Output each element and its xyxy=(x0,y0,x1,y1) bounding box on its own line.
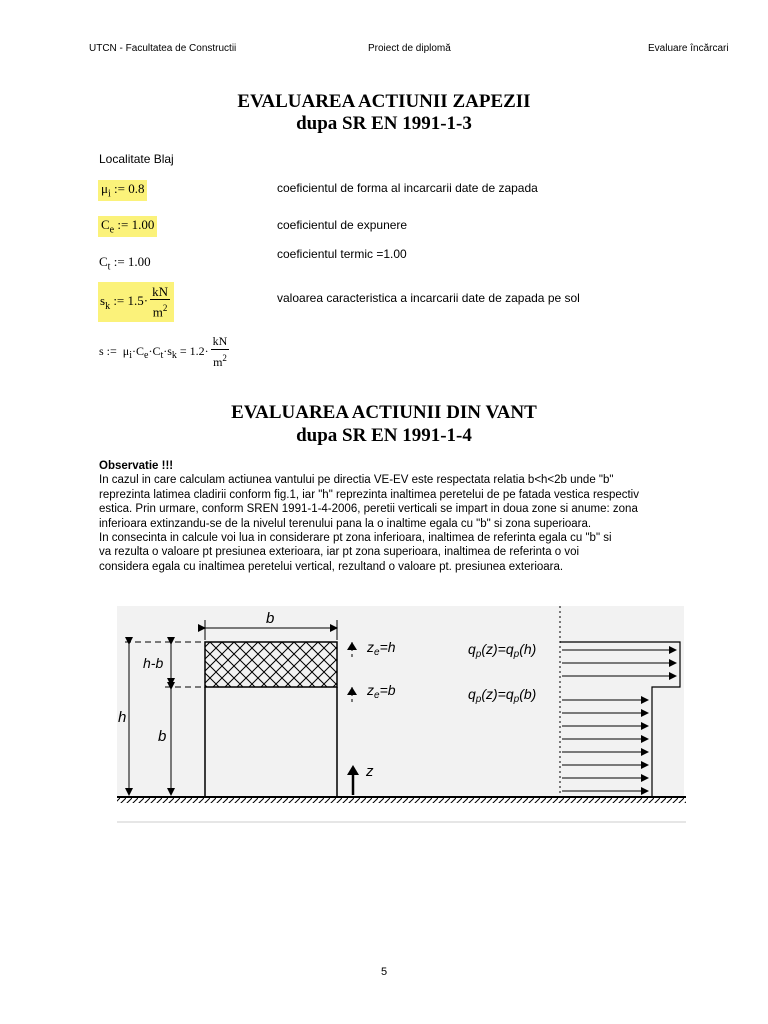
s-unit-numerator: kN xyxy=(212,334,228,348)
paragraph-line: reprezinta latimea cladirii conform fig.1, iar "h" reprezinta inaltimea peretelui de pe fatada vestica respectiv xyxy=(99,488,639,501)
ct-symbol: C xyxy=(99,254,108,269)
s-formula-result: = 1.2· xyxy=(179,343,209,358)
b-left-label: b xyxy=(158,728,167,745)
mu-symbol: μ xyxy=(101,181,108,196)
observation-label: Observatie !!! xyxy=(99,460,174,472)
sk-unit-numerator: kN xyxy=(152,284,168,299)
header-right: Evaluare încărcari xyxy=(648,43,729,54)
sk-description: valoarea caracteristica a incarcarii date de zapada pe sol xyxy=(277,291,580,305)
sk-symbol: s xyxy=(100,293,106,309)
header-center: Proiect de diplomă xyxy=(368,43,451,54)
paragraph-line: estica. Prin urmare, conform SREN 1991-1-4-2006, peretii verticali se impart in doua zone si anume: zona xyxy=(99,503,638,516)
ct-subscript: t xyxy=(107,261,111,273)
upper-zone-hatched xyxy=(205,642,337,687)
page-number: 5 xyxy=(380,966,388,978)
mu-subscript: i xyxy=(107,188,111,200)
location-label: Localitate Blaj xyxy=(99,152,174,166)
paragraph-line: inferioara extinzandu-se de la nivelul terenului pana la o inaltime egala cu "b" si zona superioara. xyxy=(99,517,592,530)
figure-background xyxy=(117,606,684,798)
s-formula-mu: μ xyxy=(122,343,130,358)
snow-title-line1: EVALUAREA ACTIUNII ZAPEZII xyxy=(237,91,531,112)
b-top-label: b xyxy=(266,610,275,627)
h-label: h xyxy=(118,709,127,726)
qp-b-label: $q_p(z)=q_p(b)$ xyxy=(468,686,537,705)
ce-value: := 1.00 xyxy=(117,217,155,232)
qp-h-label: $q_p(z)=q_p(h)$ xyxy=(468,641,537,660)
header-left: UTCN - Facultatea de Constructii xyxy=(89,43,237,54)
ze-h-label: $z_e=h$ xyxy=(367,639,396,658)
sk-unit-denominator: m xyxy=(152,304,163,320)
ce-description: coeficientul de expunere xyxy=(277,218,408,232)
s-unit-exponent: 2 xyxy=(222,353,227,363)
ct-value: := 1.00 xyxy=(113,254,151,269)
s-formula: s := $\mu_i\cdot C_e\cdot C_t\cdot s_k = 1.2\cdot$ $\frac{kN}{m^2}$ xyxy=(99,334,228,369)
h-minus-b-label: h-b xyxy=(143,655,164,671)
paragraph-line: In consecinta in calcule voi lua in considerare pt zona inferioara, inaltimea de referinta egala cu "b" si xyxy=(99,532,612,545)
sk-subscript: k xyxy=(105,300,111,312)
paragraph-line: In cazul in care calculam actiunea vantului pe directia VE-EV este respectata relatia b<h<2b unde "b" xyxy=(99,474,614,487)
ct-description: coeficientul termic =1.00 xyxy=(277,247,407,261)
ce-subscript: e xyxy=(109,224,115,236)
sk-unit-exponent: 2 xyxy=(162,303,168,313)
paragraph-line: va rezulta o valoare pt presiunea exterioara, iar pt zona superioara, inaltimea de referinta o voi xyxy=(99,546,580,559)
mu-description: coeficientul de forma al incarcarii date de zapada xyxy=(277,181,538,195)
mu-value: := 0.8 xyxy=(114,181,145,196)
s-unit-denominator: m xyxy=(213,355,223,369)
wind-title-line2: dupa SR EN 1991-1-4 xyxy=(296,425,472,446)
s-formula-lhs: s := xyxy=(99,343,117,358)
ce-symbol: C xyxy=(101,217,110,232)
snow-title-line2: dupa SR EN 1991-1-3 xyxy=(296,113,472,134)
ground-hatch xyxy=(117,797,686,803)
ze-b-label: $z_e=b$ xyxy=(367,682,396,701)
wind-title-line1: EVALUAREA ACTIUNII DIN VANT xyxy=(231,402,537,423)
paragraph-line: considera egala cu inaltimea peretelui vertical, rezultand o valoare pt. presiunea exterioara. xyxy=(99,560,564,573)
z-label: z xyxy=(366,763,374,780)
sk-value: := 1.5· xyxy=(113,293,149,309)
